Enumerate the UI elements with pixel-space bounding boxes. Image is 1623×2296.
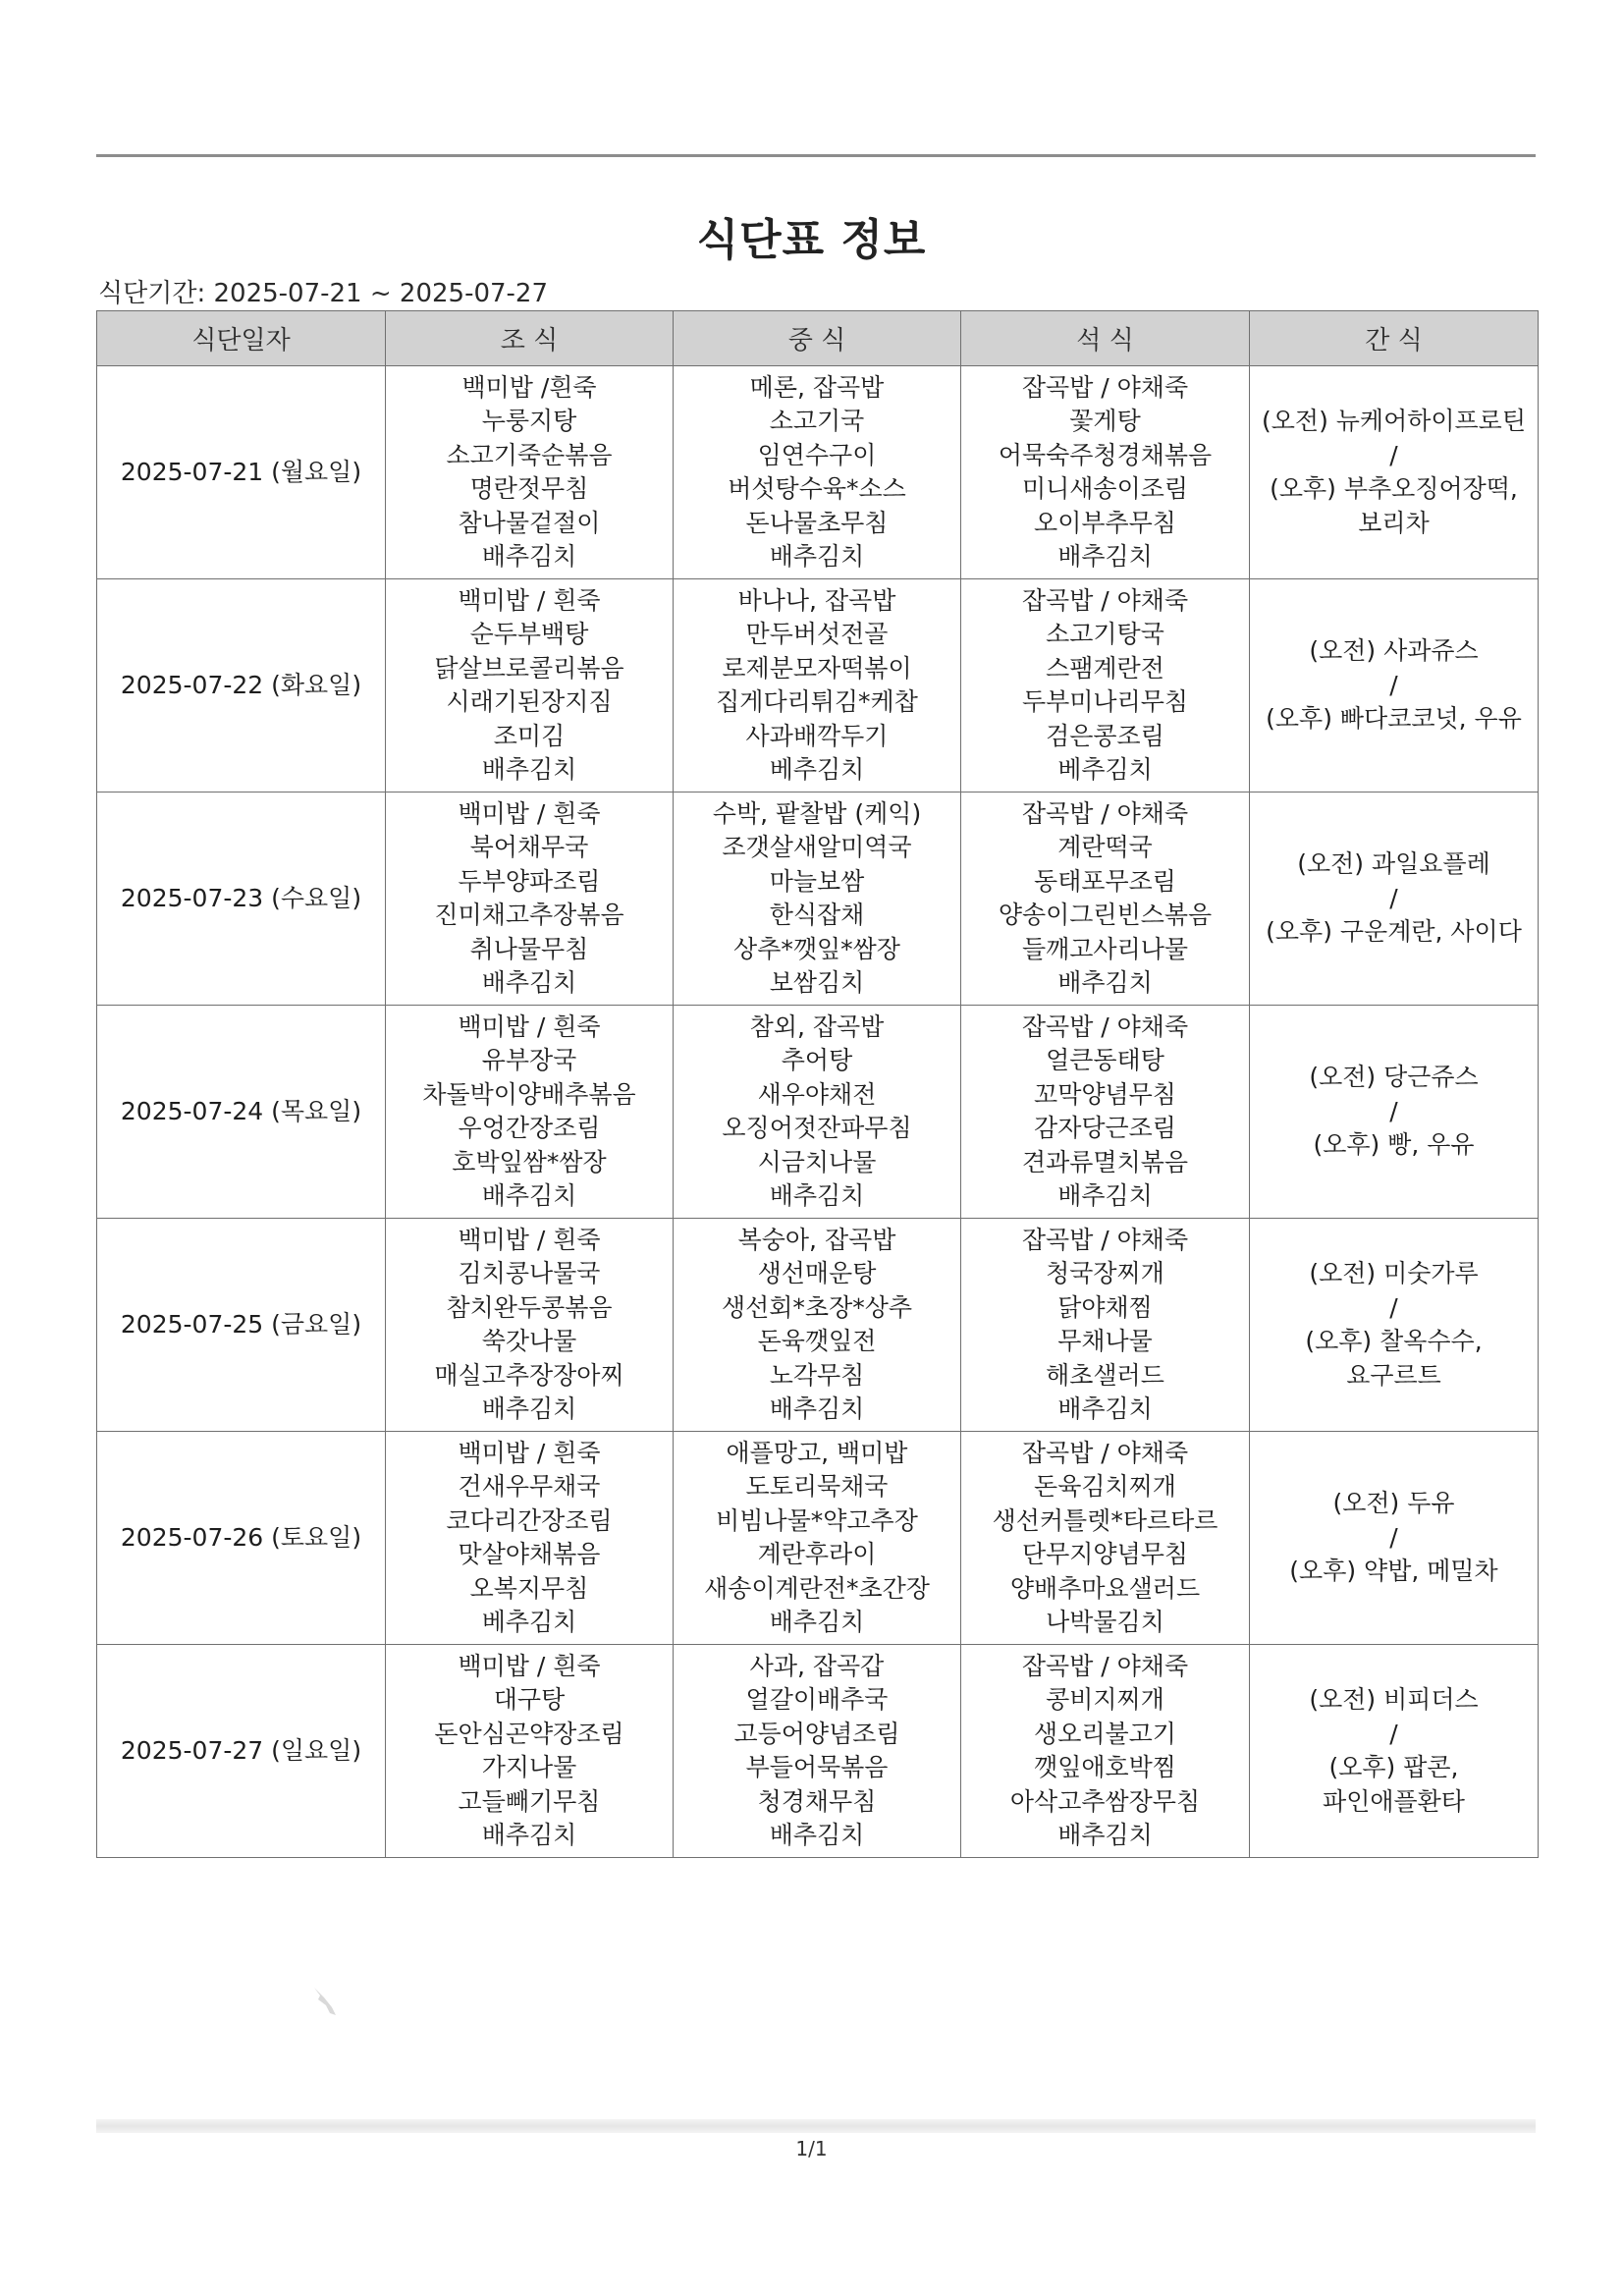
dish-item: 백미밥 / 흰죽 bbox=[458, 1651, 601, 1680]
snack-cell bbox=[1250, 793, 1539, 1006]
snack-line: / bbox=[1389, 883, 1398, 912]
dish-item: 돈나물초무침 bbox=[745, 508, 889, 537]
dish-item: 베추김치 bbox=[769, 755, 865, 784]
dish-item: 검은콩조림 bbox=[1046, 721, 1164, 750]
dish-item: 로제분모자떡볶이 bbox=[722, 653, 912, 683]
dish-item: 잡곡밥 / 야채죽 bbox=[1021, 1011, 1189, 1041]
dish-item: 잡곡밥 / 야채죽 bbox=[1021, 585, 1189, 615]
dish-item: 배추김치 bbox=[1057, 1181, 1153, 1210]
lunch-cell bbox=[674, 1006, 961, 1219]
dish-item: 동태포무조림 bbox=[1034, 866, 1176, 896]
dish-item: 배추김치 bbox=[769, 1181, 865, 1210]
dish-item: 배추김치 bbox=[769, 1608, 865, 1636]
dish-item: 생오리불고기 bbox=[1034, 1719, 1176, 1748]
footer-band bbox=[96, 2119, 1536, 2133]
snack-line: (오후) 약밥, 메밀차 bbox=[1289, 1557, 1498, 1586]
dish-item: 건새우무채국 bbox=[458, 1472, 601, 1501]
dish-item: 부들어묵볶음 bbox=[745, 1753, 889, 1781]
dish-item: 사과, 잡곡갑 bbox=[749, 1651, 885, 1680]
snack-cell bbox=[1250, 1645, 1539, 1858]
dish-item: 김치콩나물국 bbox=[458, 1259, 601, 1287]
dish-item: 소고기죽순볶음 bbox=[446, 440, 613, 469]
table-row bbox=[97, 579, 1539, 793]
snack-line: (오후) 구운계란, 사이다 bbox=[1266, 917, 1522, 947]
date-cell: 2025-07-23 (수요일) bbox=[97, 793, 386, 1006]
dish-item: 한식잡채 bbox=[769, 901, 865, 929]
dish-item: 복숭아, 잡곡밥 bbox=[737, 1225, 896, 1254]
snack-cell bbox=[1250, 1432, 1539, 1645]
dish-item: 참외, 잡곡밥 bbox=[749, 1011, 885, 1041]
page-number: 1/1 bbox=[795, 2137, 828, 2160]
dish-item: 쑥갓나물 bbox=[481, 1327, 577, 1355]
dish-item: 차돌박이양배추볶음 bbox=[422, 1079, 636, 1109]
dish-item: 순두부백탕 bbox=[469, 620, 589, 648]
snack-line: (오후) 빵, 우유 bbox=[1313, 1130, 1475, 1160]
snack-line: / bbox=[1389, 1096, 1398, 1125]
dish-item: 백미밥 / 흰죽 bbox=[458, 1438, 601, 1467]
dish-item: 오복지무침 bbox=[469, 1573, 589, 1603]
snack-cell bbox=[1250, 1219, 1539, 1432]
dish-item: 조미김 bbox=[493, 721, 566, 750]
dish-item: 미니새송이조림 bbox=[1021, 474, 1189, 503]
breakfast-cell bbox=[386, 1432, 674, 1645]
dish-item: 배추김치 bbox=[1057, 1821, 1153, 1849]
dish-item: 나박물김치 bbox=[1046, 1608, 1164, 1636]
dish-item: 들깨고사리나물 bbox=[1021, 934, 1189, 963]
dish-item: 계란후라이 bbox=[757, 1540, 877, 1568]
dish-item: 배추김치 bbox=[481, 1181, 577, 1210]
lunch-cell bbox=[674, 579, 961, 793]
breakfast-cell bbox=[386, 366, 674, 579]
date-cell: 2025-07-22 (화요일) bbox=[97, 579, 386, 793]
dish-item: 배추김치 bbox=[481, 1394, 577, 1423]
table-row bbox=[97, 793, 1539, 1006]
dish-item: 배추김치 bbox=[481, 755, 577, 784]
table-row bbox=[97, 1645, 1539, 1858]
scan-speck bbox=[310, 1984, 350, 2023]
breakfast-cell bbox=[386, 1645, 674, 1858]
dish-item: 깻잎애호박찜 bbox=[1034, 1753, 1176, 1781]
dish-item: 참나물겉절이 bbox=[458, 508, 601, 537]
dish-item: 소고기국 bbox=[769, 407, 865, 435]
dish-item: 베추김치 bbox=[1057, 755, 1153, 784]
dish-item: 백미밥 / 흰죽 bbox=[458, 1011, 601, 1041]
dish-item: 스팸계란전 bbox=[1046, 653, 1164, 683]
dish-item: 만두버섯전골 bbox=[745, 620, 889, 648]
header-dinner: 석 식 bbox=[961, 311, 1250, 366]
dish-item: 시금치나물 bbox=[757, 1147, 877, 1176]
dish-item: 배추김치 bbox=[769, 1394, 865, 1423]
snack-cell bbox=[1250, 366, 1539, 579]
dish-item: 콩비지찌개 bbox=[1046, 1685, 1164, 1714]
dinner-cell bbox=[961, 366, 1250, 579]
dish-item: 생선회*초장*상추 bbox=[721, 1292, 913, 1322]
breakfast-cell bbox=[386, 579, 674, 793]
meal-table bbox=[96, 310, 1539, 1858]
dish-item: 대구탕 bbox=[493, 1685, 566, 1714]
breakfast-cell bbox=[386, 793, 674, 1006]
dish-item: 호박잎쌈*쌈장 bbox=[452, 1147, 607, 1176]
dish-item: 비빔나물*약고추장 bbox=[716, 1505, 918, 1535]
snack-line: / bbox=[1389, 440, 1398, 469]
snack-line: (오전) 두유 bbox=[1332, 1489, 1455, 1518]
dish-item: 마늘보쌈 bbox=[769, 866, 865, 896]
snack-line: / bbox=[1389, 1719, 1398, 1748]
lunch-cell bbox=[674, 1645, 961, 1858]
dish-item: 코다리간장조림 bbox=[446, 1505, 613, 1535]
snack-line: (오전) 비피더스 bbox=[1309, 1685, 1479, 1714]
lunch-cell bbox=[674, 793, 961, 1006]
dish-item: 백미밥 / 흰죽 bbox=[458, 798, 601, 828]
header-breakfast: 조 식 bbox=[386, 311, 674, 366]
header-snack: 간 식 bbox=[1250, 311, 1539, 366]
snack-cell bbox=[1250, 579, 1539, 793]
snack-line: (오전) 사과쥬스 bbox=[1309, 636, 1479, 666]
snack-line: (오후) 찰옥수수, bbox=[1305, 1327, 1483, 1355]
snack-line: 파인애플환타 bbox=[1323, 1786, 1465, 1816]
dish-item: 계란떡국 bbox=[1057, 833, 1153, 861]
dish-item: 단무지양념무침 bbox=[1021, 1540, 1189, 1568]
dish-item: 양송이그린빈스볶음 bbox=[998, 901, 1213, 929]
dish-item: 잡곡밥 / 야채죽 bbox=[1021, 798, 1189, 828]
dish-item: 상추*깻잎*쌈장 bbox=[733, 934, 900, 963]
dish-item: 새송이계란전*초간장 bbox=[704, 1573, 930, 1603]
dish-item: 추어탕 bbox=[781, 1046, 853, 1074]
dish-item: 백미밥 / 흰죽 bbox=[458, 585, 601, 615]
dish-item: 감자당근조림 bbox=[1034, 1114, 1176, 1142]
dish-item: 배추김치 bbox=[1057, 1394, 1153, 1423]
dish-item: 유부장국 bbox=[481, 1046, 577, 1074]
table-row bbox=[97, 366, 1539, 579]
dish-item: 시래기된장지짐 bbox=[446, 687, 613, 716]
breakfast-cell bbox=[386, 1219, 674, 1432]
dish-item: 무채나물 bbox=[1057, 1327, 1153, 1355]
dish-item: 어묵숙주청경채볶음 bbox=[998, 440, 1213, 469]
dish-item: 꽃게탕 bbox=[1069, 407, 1141, 435]
dish-item: 두부미나리무침 bbox=[1021, 687, 1189, 716]
dish-item: 돈육김치찌개 bbox=[1034, 1472, 1176, 1501]
dish-item: 도토리묵채국 bbox=[745, 1472, 889, 1501]
dish-item: 우엉간장조림 bbox=[458, 1114, 601, 1142]
snack-line: (오전) 과일요플레 bbox=[1297, 849, 1490, 879]
dish-item: 잡곡밥 / 야채죽 bbox=[1021, 1438, 1189, 1467]
snack-line: / bbox=[1389, 1522, 1398, 1552]
top-rule bbox=[96, 154, 1536, 157]
dish-item: 맛살야채볶음 bbox=[458, 1540, 601, 1568]
dish-item: 닭살브로콜리볶음 bbox=[434, 653, 624, 683]
snack-line: (오후) 팝콘, bbox=[1328, 1753, 1459, 1781]
dish-item: 배추김치 bbox=[769, 542, 865, 571]
dish-item: 매실고추장장아찌 bbox=[434, 1360, 624, 1390]
dinner-cell bbox=[961, 1432, 1250, 1645]
dish-item: 생선매운탕 bbox=[757, 1259, 877, 1287]
dish-item: 잡곡밥 / 야채죽 bbox=[1021, 372, 1189, 402]
dinner-cell bbox=[961, 579, 1250, 793]
table-row bbox=[97, 1006, 1539, 1219]
date-cell: 2025-07-25 (금요일) bbox=[97, 1219, 386, 1432]
date-cell: 2025-07-26 (토요일) bbox=[97, 1432, 386, 1645]
snack-line: (오전) 뉴케어하이프로틴 bbox=[1262, 407, 1526, 435]
dish-item: 청경채무침 bbox=[757, 1786, 877, 1816]
dish-item: 배추김치 bbox=[1057, 542, 1153, 571]
dish-item: 집게다리튀김*케찹 bbox=[716, 687, 918, 716]
dish-item: 아삭고추쌈장무침 bbox=[1009, 1786, 1201, 1816]
dish-item: 잡곡밥 / 야채죽 bbox=[1021, 1651, 1189, 1680]
dish-item: 배추김치 bbox=[1057, 968, 1153, 997]
dish-item: 조갯살새알미역국 bbox=[722, 833, 912, 861]
dish-item: 진미채고추장볶음 bbox=[434, 901, 624, 929]
dish-item: 고등어양념조림 bbox=[733, 1719, 900, 1748]
breakfast-cell bbox=[386, 1006, 674, 1219]
dish-item: 배추김치 bbox=[481, 542, 577, 571]
snack-line: (오후) 빠다코코넛, 우유 bbox=[1266, 704, 1522, 734]
date-cell: 2025-07-24 (목요일) bbox=[97, 1006, 386, 1219]
snack-line: (오전) 당근쥬스 bbox=[1309, 1063, 1479, 1092]
snack-line: 요구르트 bbox=[1346, 1360, 1441, 1390]
date-cell: 2025-07-27 (일요일) bbox=[97, 1645, 386, 1858]
meal-table-body bbox=[97, 366, 1539, 1858]
snack-cell bbox=[1250, 1006, 1539, 1219]
dish-item: 꼬막양념무침 bbox=[1034, 1079, 1176, 1109]
dinner-cell bbox=[961, 1006, 1250, 1219]
dish-item: 임연수구이 bbox=[757, 440, 877, 469]
dish-item: 배추김치 bbox=[769, 1821, 865, 1849]
dish-item: 메론, 잡곡밥 bbox=[749, 372, 885, 402]
dish-item: 백미밥 / 흰죽 bbox=[458, 1225, 601, 1254]
dish-item: 돈육깻잎전 bbox=[757, 1327, 877, 1355]
dish-item: 배추김치 bbox=[481, 968, 577, 997]
dish-item: 고들빼기무침 bbox=[458, 1786, 601, 1816]
dish-item: 북어채무국 bbox=[469, 833, 589, 861]
dish-item: 소고기탕국 bbox=[1046, 620, 1164, 648]
dish-item: 참치완두콩볶음 bbox=[446, 1292, 613, 1322]
lunch-cell bbox=[674, 1432, 961, 1645]
dish-item: 수박, 팥찰밥 (케익) bbox=[712, 798, 922, 828]
table-row bbox=[97, 1219, 1539, 1432]
dish-item: 생선커틀렛*타르타르 bbox=[992, 1505, 1218, 1535]
dish-item: 닭야채찜 bbox=[1057, 1292, 1153, 1322]
dish-item: 명란젓무침 bbox=[469, 474, 589, 503]
page-title: 식단표 정보 bbox=[696, 215, 927, 265]
lunch-cell bbox=[674, 1219, 961, 1432]
date-cell: 2025-07-21 (월요일) bbox=[97, 366, 386, 579]
table-row bbox=[97, 1432, 1539, 1645]
dish-item: 노각무침 bbox=[769, 1360, 865, 1390]
dish-item: 얼큰동태탕 bbox=[1046, 1046, 1164, 1074]
dish-item: 양배추마요샐러드 bbox=[1009, 1573, 1201, 1603]
dish-item: 베추김치 bbox=[481, 1608, 577, 1636]
table-header-row bbox=[97, 311, 1539, 366]
dish-item: 견과류멸치볶음 bbox=[1021, 1147, 1189, 1176]
header-date: 식단일자 bbox=[97, 311, 386, 366]
dish-item: 취나물무침 bbox=[469, 934, 589, 963]
snack-line: 보리차 bbox=[1358, 508, 1430, 537]
dish-item: 누룽지탕 bbox=[481, 407, 577, 435]
dish-item: 바나나, 잡곡밥 bbox=[737, 585, 896, 615]
dish-item: 오징어젓잔파무침 bbox=[722, 1114, 912, 1142]
dinner-cell bbox=[961, 1645, 1250, 1858]
lunch-cell bbox=[674, 366, 961, 579]
snack-line: (오전) 미숫가루 bbox=[1309, 1259, 1479, 1287]
dish-item: 잡곡밥 / 야채죽 bbox=[1021, 1225, 1189, 1254]
dish-item: 백미밥 /흰죽 bbox=[461, 372, 597, 402]
dinner-cell bbox=[961, 1219, 1250, 1432]
dish-item: 얼갈이배추국 bbox=[745, 1685, 889, 1714]
dish-item: 배추김치 bbox=[481, 1821, 577, 1849]
snack-line: / bbox=[1389, 1292, 1398, 1322]
dish-item: 가지나물 bbox=[481, 1753, 577, 1781]
dish-item: 새우야채전 bbox=[757, 1079, 877, 1109]
dish-item: 청국장찌개 bbox=[1046, 1259, 1164, 1287]
snack-line: / bbox=[1389, 670, 1398, 699]
dish-item: 해초샐러드 bbox=[1046, 1360, 1164, 1390]
dinner-cell bbox=[961, 793, 1250, 1006]
dish-item: 오이부추무침 bbox=[1034, 508, 1176, 537]
dish-item: 돈안심곤약장조림 bbox=[434, 1719, 624, 1748]
header-lunch: 중 식 bbox=[674, 311, 961, 366]
dish-item: 두부양파조림 bbox=[458, 866, 601, 896]
snack-line: (오후) 부추오징어장떡, bbox=[1270, 474, 1518, 503]
dish-item: 버섯탕수육*소스 bbox=[728, 474, 906, 503]
dish-item: 사과배깍두기 bbox=[745, 721, 889, 750]
meal-period: 식단기간: 2025-07-21 ~ 2025-07-27 bbox=[98, 279, 549, 308]
dish-item: 애플망고, 백미밥 bbox=[726, 1438, 908, 1467]
dish-item: 보쌈김치 bbox=[769, 968, 865, 997]
